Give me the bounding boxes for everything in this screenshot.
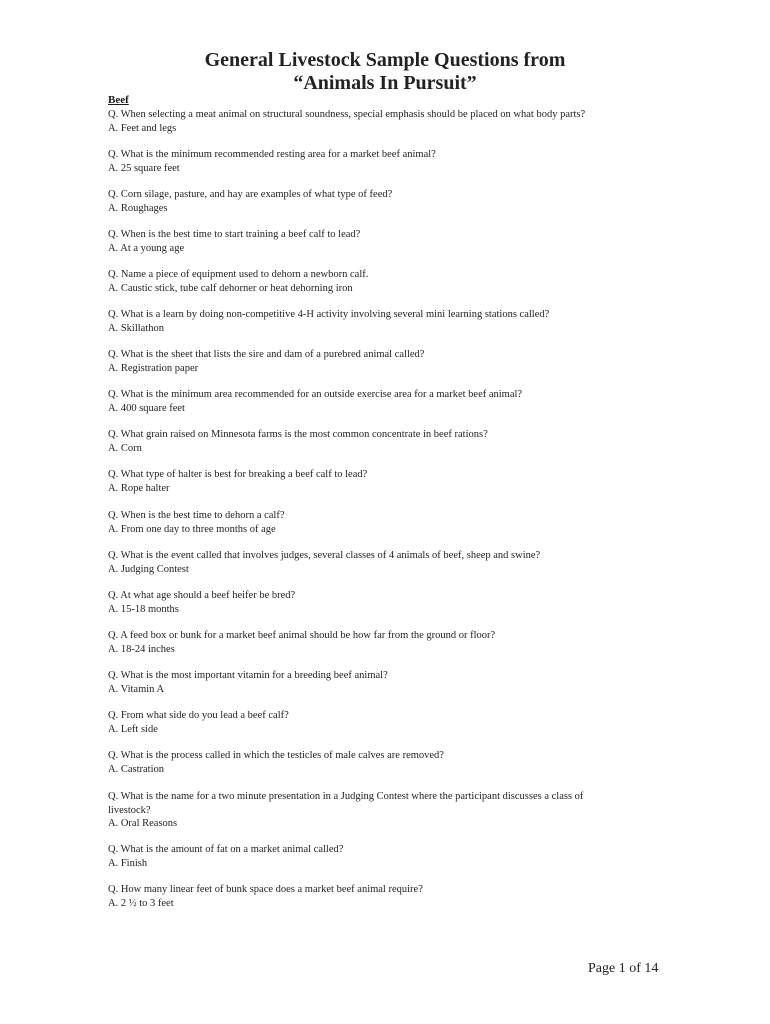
- answer-text: A. Oral Reasons: [108, 818, 178, 829]
- document-title-line-2: “Animals In Pursuit”: [293, 72, 477, 94]
- qa-item-9: [108, 428, 638, 455]
- answer-text: A. Caustic stick, tube calf dehorner or heat dehorning iron: [108, 282, 353, 294]
- answer-text: A. 18-24 inches: [108, 643, 175, 655]
- answer-text: A. Registration paper: [108, 362, 199, 374]
- question-text: Q. What is the minimum area recommended for an outside exercise area for a market beef animal?: [108, 389, 523, 400]
- page-number: Page 1 of 14: [588, 961, 659, 976]
- answer-text: A. Rope halter: [108, 482, 170, 494]
- question-text: Q. When selecting a meat animal on structural soundness, special emphasis should be placed on what body parts?: [108, 109, 586, 120]
- qa-item-6: [108, 308, 638, 335]
- qa-item-5: [108, 268, 638, 295]
- answer-text: A. Left side: [108, 723, 158, 735]
- answer-text: A. Castration: [108, 763, 164, 775]
- qa-item-4: [108, 228, 638, 255]
- question-text: Q. What is the process called in which the testicles of male calves are removed?: [108, 750, 444, 761]
- qa-item-11: [108, 509, 638, 536]
- answer-text: A. 400 square feet: [108, 402, 185, 414]
- answer-text: A. 15-18 months: [108, 603, 179, 615]
- qa-item-2: [108, 148, 638, 175]
- qa-item-12: [108, 549, 638, 576]
- question-text: Q. When is the best time to dehorn a calf?: [108, 510, 285, 521]
- qa-item-7: [108, 348, 638, 375]
- document-title-line-1: General Livestock Sample Questions from: [204, 49, 566, 71]
- question-text: Q. What is the minimum recommended resting area for a market beef animal?: [108, 149, 436, 160]
- answer-text: A. 2 ½ to 3 feet: [108, 897, 174, 909]
- question-text: Q. What is the sheet that lists the sire and dam of a purebred animal called?: [108, 349, 425, 360]
- qa-item-1: [108, 108, 638, 135]
- qa-item-13: [108, 589, 638, 616]
- qa-item-20: [108, 883, 638, 910]
- answer-text: A. Feet and legs: [108, 122, 177, 134]
- answer-text: A. 25 square feet: [108, 162, 180, 174]
- qa-item-17: [108, 749, 638, 776]
- qa-item-18: [108, 790, 628, 831]
- answer-text: A. Finish: [108, 857, 148, 869]
- answer-text: A. Corn: [108, 442, 142, 454]
- question-text: Q. Corn silage, pasture, and hay are examples of what type of feed?: [108, 189, 393, 200]
- qa-item-15: [108, 669, 638, 696]
- question-text: Q. What is the name for a two minute presentation in a Judging Contest where the participant discusses a class of livestock?: [108, 791, 584, 816]
- qa-item-8: [108, 388, 638, 415]
- question-text: Q. Name a piece of equipment used to dehorn a newborn calf.: [108, 269, 369, 280]
- qa-item-14: [108, 629, 638, 656]
- answer-text: A. Roughages: [108, 202, 168, 214]
- question-text: Q. What type of halter is best for breaking a beef calf to lead?: [108, 469, 368, 480]
- answer-text: A. Judging Contest: [108, 563, 189, 575]
- answer-text: A. Vitamin A: [108, 683, 165, 695]
- qa-item-19: [108, 843, 638, 870]
- question-text: Q. How many linear feet of bunk space does a market beef animal require?: [108, 884, 423, 895]
- qa-item-3: [108, 188, 638, 215]
- question-text: Q. What grain raised on Minnesota farms is the most common concentrate in beef rations?: [108, 429, 488, 440]
- question-text: Q. At what age should a beef heifer be bred?: [108, 590, 296, 601]
- question-text: Q. What is the amount of fat on a market animal called?: [108, 844, 344, 855]
- question-text: Q. What is a learn by doing non-competitive 4-H activity involving several mini learning stations called?: [108, 309, 550, 320]
- question-text: Q. What is the event called that involves judges, several classes of 4 animals of beef, sheep and swine?: [108, 550, 541, 561]
- section-heading-beef: Beef: [108, 94, 129, 106]
- answer-text: A. At a young age: [108, 242, 185, 254]
- question-text: Q. What is the most important vitamin for a breeding beef animal?: [108, 670, 388, 681]
- qa-item-10: [108, 468, 638, 495]
- answer-text: A. From one day to three months of age: [108, 523, 276, 535]
- question-text: Q. From what side do you lead a beef calf?: [108, 710, 289, 721]
- question-text: Q. A feed box or bunk for a market beef animal should be how far from the ground or floor?: [108, 630, 496, 641]
- answer-text: A. Skillathon: [108, 322, 165, 334]
- qa-item-16: [108, 709, 638, 736]
- question-text: Q. When is the best time to start training a beef calf to lead?: [108, 229, 361, 240]
